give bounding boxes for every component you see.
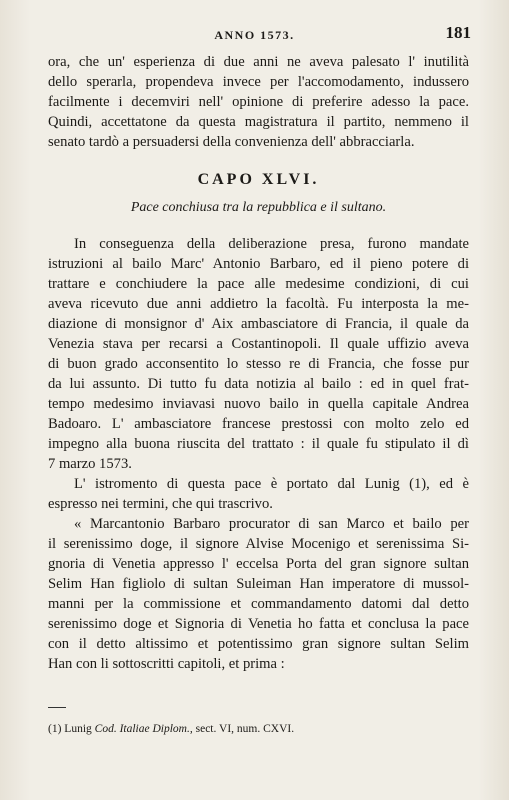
text-line: impegno alla buona riuscita del trattato : il quale fu stipulato il dì: [48, 436, 469, 452]
text-line: L' istromento di questa pace è portato dal Lunig (1), ed è: [74, 476, 469, 492]
text-line: con il detto altissimo et potentissimo gran signore sultan Selim: [48, 636, 469, 652]
text-line: gnoria di Venetia appresso l' eccelsa Porta del gran signore sultan: [48, 556, 469, 572]
page-number: 181: [445, 23, 471, 42]
paragraph-2: [48, 234, 469, 474]
chapter-title: CAPO XLVI.: [197, 171, 320, 188]
text-line: trattare e conchiudere la pace alle medesime condizioni, di cui: [48, 276, 469, 292]
page-header: [0, 20, 509, 44]
footnote: [48, 707, 469, 736]
paragraph-4: [48, 514, 469, 674]
footnote-marker: (1): [48, 723, 62, 735]
text-line: Venezia stava per recarsi a Costantinopoli. Il quale uffizio aveva: [48, 336, 469, 352]
text-line: « Marcantonio Barbaro procurator di san Marco et bailo per: [74, 516, 469, 532]
footnote-title: Cod. Italiae Diplom.,: [94, 723, 193, 735]
text-line: dello sperarla, propendeva invece per l'accomodamento, indussero: [48, 74, 469, 90]
text-line: da lui assunto. Di tutto fu data notizia al bailo : ed in quel frat-: [48, 376, 469, 392]
text-line: Quindi, accettatone da questa magistratura il partito, nemmeno il: [48, 114, 469, 130]
text-line: Han con li sottoscritti capitoli, et prima :: [48, 656, 285, 672]
text-line: ora, che un' esperienza di due anni ne aveva palesato l' inutilità: [48, 54, 469, 70]
text-line: senato tardò a persuadersi della convenienza dell' abbracciarla.: [48, 134, 415, 150]
chapter-subtitle: Pace conchiusa tra la repubblica e il sultano.: [130, 200, 387, 215]
footnote-source: Lunig: [64, 723, 92, 735]
paragraph-3: [48, 474, 469, 514]
footnote-rule: [48, 707, 66, 708]
text-line: diazione di monsignor d' Aix ambasciatore di Francia, il quale da: [48, 316, 469, 332]
paragraph-1: [48, 52, 469, 152]
text-line: Badoaro. L' ambasciatore francese prestossi con molto zelo ed: [48, 416, 469, 432]
text-line: aveva ricevuto due anni addietro la facoltà. Fu interposta la me-: [48, 296, 469, 312]
text-line: manni per la commissione et commandamento datomi dal detto: [48, 596, 469, 612]
text-line: facilmente i decemviri nell' opinione di preferire adesso la pace.: [48, 94, 469, 110]
text-line: serenissimo doge et Signoria di Venetia ho fatta et conclusa la pace: [48, 616, 469, 632]
page-body: [48, 52, 469, 674]
text-line: istruzioni al bailo Marc' Antonio Barbaro, ed il pieno potere di: [48, 256, 469, 272]
text-line: espresso nei termini, che qui trascrivo.: [48, 496, 273, 512]
text-line: il serenissimo doge, il signore Alvise Mocenigo et serenissima Si-: [48, 536, 469, 552]
text-line: Selim Han figliolo di sultan Suleiman Han imperatore di mussol-: [48, 576, 469, 592]
text-line: tempo medesimo inviavasi nuovo bailo in quella capitale Andrea: [48, 396, 469, 412]
text-line: di buon grado acconsentito lo stesso re di Francia, che fosse pur: [48, 356, 469, 372]
text-line: In conseguenza della deliberazione presa, furono mandate: [74, 236, 469, 252]
footnote-reference: sect. VI, num. CXVI.: [195, 723, 295, 735]
running-head: ANNO 1573.: [214, 28, 295, 42]
text-line: 7 marzo 1573.: [48, 456, 132, 472]
